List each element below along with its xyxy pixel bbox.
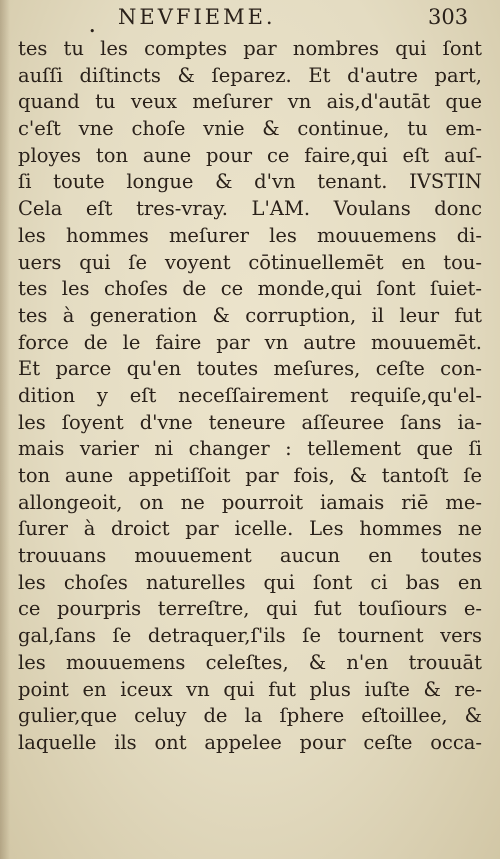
text-line: gulier,que celuy de la ſphere eſtoillee, & <box>18 704 482 728</box>
running-head: NEVFIEME. <box>118 5 276 29</box>
header-ornament: • <box>89 25 96 38</box>
text-line: Cela eſt tres-vray. L'AM. Voulans donc <box>18 197 482 221</box>
body-text <box>18 36 482 757</box>
text-line: mais varier ni changer : tellement que ſi <box>18 437 482 461</box>
text-line: ce pourpris terreſtre, qui fut touſiours e- <box>18 597 482 621</box>
text-line: Et parce qu'en toutes meſures, ceſte con- <box>18 357 482 381</box>
gutter-shadow <box>0 0 10 859</box>
text-line: point en iceux vn qui fut plus iuſte & re- <box>18 677 482 701</box>
text-line: trouuans mouuement aucun en toutes <box>18 544 482 568</box>
text-line: dition y eſt neceſſairement requiſe,qu'el- <box>18 383 482 407</box>
text-line: tes à generation & corruption, il leur fut <box>18 303 482 327</box>
text-line: les choſes naturelles qui ſont ci bas en <box>18 570 482 594</box>
text-line: auſſi diſtincts & ſeparez. Et d'autre part, <box>18 63 482 87</box>
text-line: ployes ton aune pour ce faire,qui eſt auſ- <box>18 143 482 167</box>
text-line: tes tu les comptes par nombres qui ſont <box>18 37 482 60</box>
text-line: uers qui ſe voyent cōtinuellemēt en tou- <box>18 250 482 274</box>
text-line: c'eſt vne choſe vnie & continue, tu em- <box>18 117 482 141</box>
text-line: tes les choſes de ce monde,qui ſont ſuiet- <box>18 277 482 301</box>
page-number: 303 <box>428 5 469 29</box>
text-line: allongeoit, on ne pourroit iamais riē me- <box>18 490 482 514</box>
text-line: ſurer à droict par icelle. Les hommes ne <box>18 517 482 541</box>
text-line: les mouuemens celeſtes, & n'en trouuāt <box>18 650 482 674</box>
text-line: ton aune appetiſſoit par fois, & tantoſt ſe <box>18 464 482 487</box>
text-line: ſi toute longue & d'vn tenant. IVSTIN <box>18 170 482 194</box>
text-line: quand tu veux meſurer vn ais,d'autāt que <box>18 90 482 114</box>
text-line: laquelle ils ont appelee pour ceſte occa- <box>18 730 482 754</box>
page-header <box>0 4 500 38</box>
text-line: force de le faire par vn autre mouuemēt. <box>18 330 482 354</box>
text-line: gal,ſans ſe detraquer,ſ'ils ſe tournent vers <box>18 624 482 648</box>
text-line: les ſoyent d'vne teneure aſſeuree ſans ia- <box>18 410 482 434</box>
text-line: les hommes meſurer les mouuemens di- <box>18 223 482 247</box>
